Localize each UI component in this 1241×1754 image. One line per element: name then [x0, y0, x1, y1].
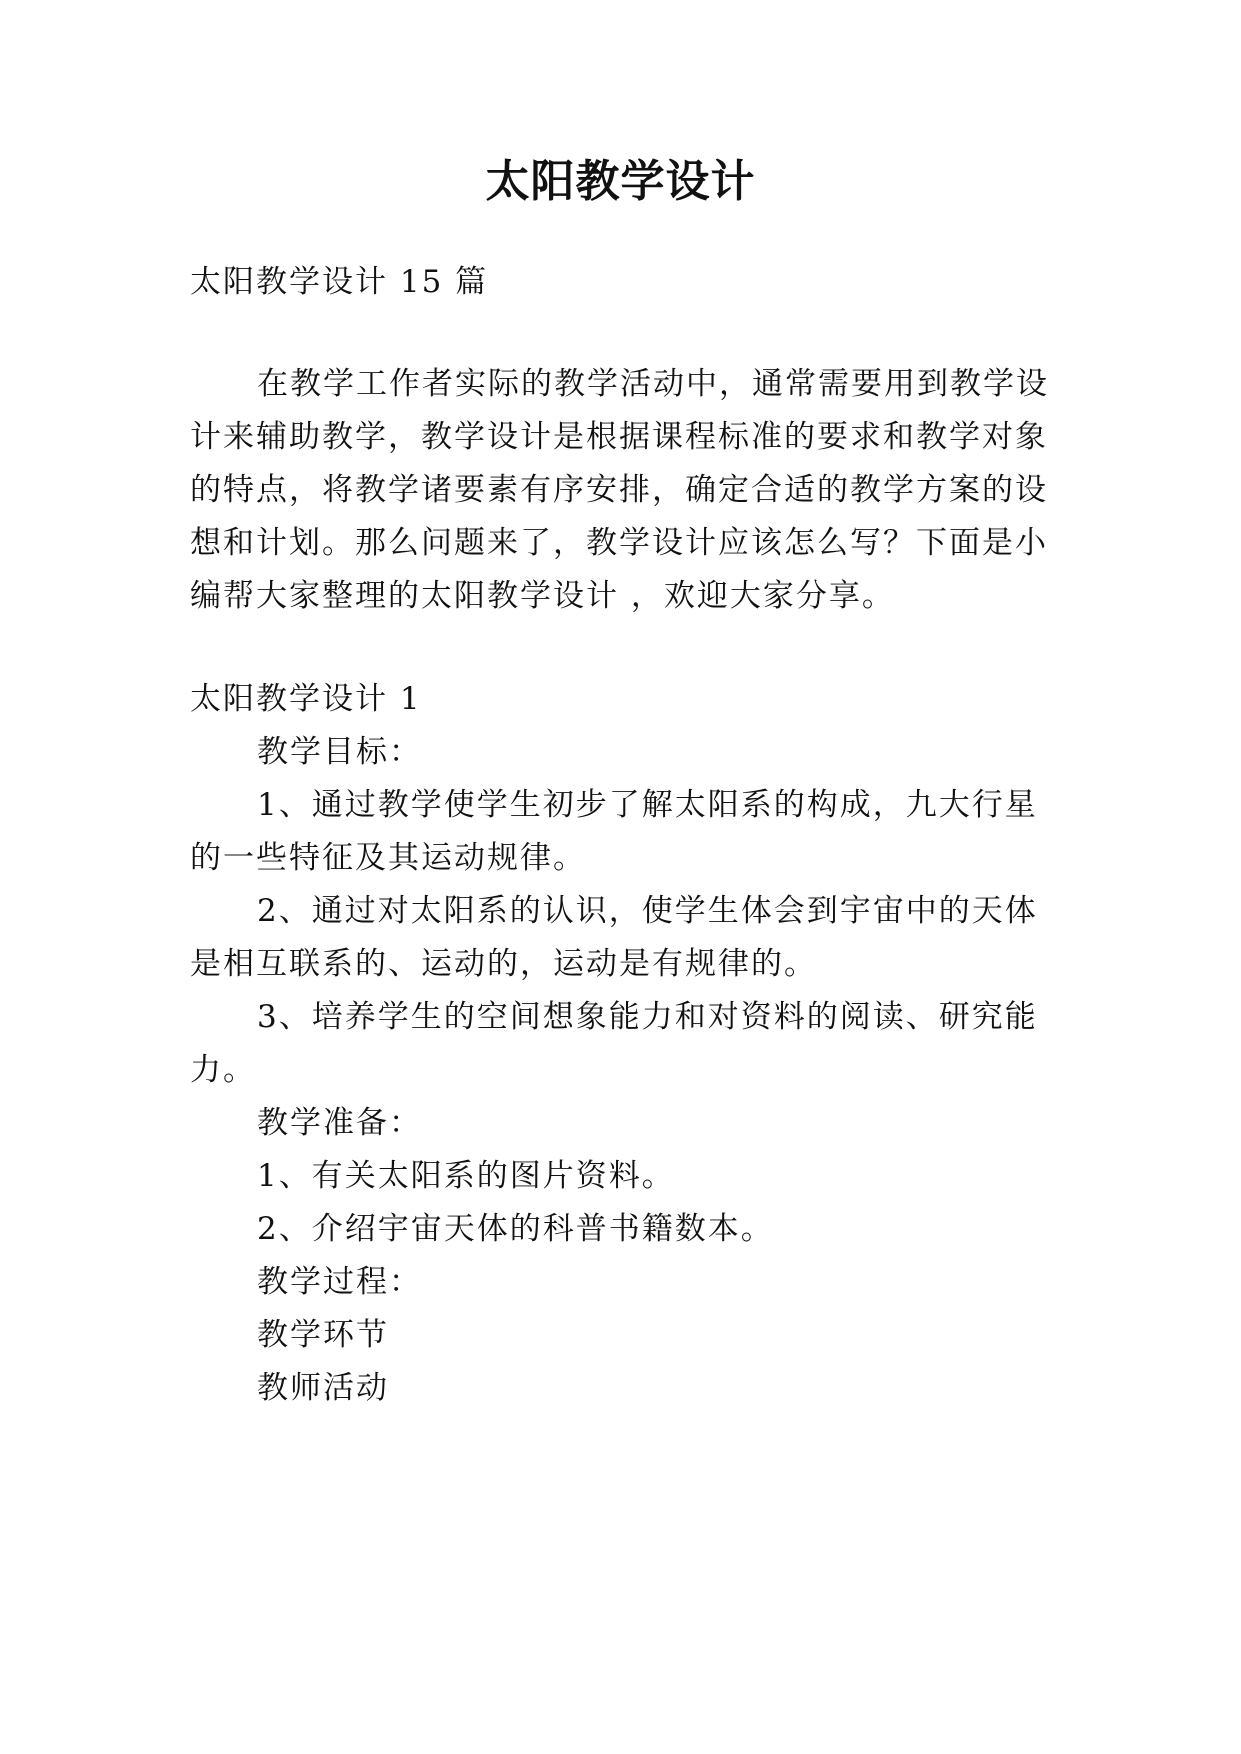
goal-3-line-2: 力。	[190, 1052, 256, 1088]
section-title: 太阳教学设计 1	[190, 681, 422, 717]
intro-line-2: 计来辅助教学，教学设计是根据课程标准的要求和教学对象	[190, 419, 1048, 455]
goal-1-line-2: 的一些特征及其运动规律。	[190, 840, 586, 876]
goal-2-line-2: 是相互联系的、运动的，运动是有规律的。	[190, 946, 817, 982]
prep-item-2: 2、介绍宇宙天体的科普书籍数本。	[257, 1211, 774, 1247]
stage-label: 教学环节	[257, 1317, 389, 1353]
goal-1-line-1: 1、通过教学使学生初步了解太阳系的构成，九大行星	[257, 787, 1038, 823]
goals-heading: 教学目标：	[257, 734, 422, 770]
intro-line-4: 想和计划。那么问题来了，教学设计应该怎么写？下面是小	[190, 525, 1048, 561]
prep-item-1: 1、有关太阳系的图片资料。	[257, 1158, 675, 1194]
intro-line-3: 的特点，将教学诸要素有序安排，确定合适的教学方案的设	[190, 472, 1048, 508]
intro-line-5: 编帮大家整理的太阳教学设计 ，欢迎大家分享。	[190, 578, 895, 614]
prep-heading: 教学准备：	[257, 1105, 422, 1141]
goal-3-line-1: 3、培养学生的空间想象能力和对资料的阅读、研究能	[257, 999, 1038, 1035]
teacher-activity-label: 教师活动	[257, 1370, 389, 1406]
document-title: 太阳教学设计	[485, 156, 756, 207]
document-subtitle: 太阳教学设计 15 篇	[190, 264, 489, 300]
goal-2-line-1: 2、通过对太阳系的认识，使学生体会到宇宙中的天体	[257, 893, 1038, 929]
process-heading: 教学过程：	[257, 1264, 422, 1300]
intro-line-1: 在教学工作者实际的教学活动中，通常需要用到教学设	[257, 366, 1049, 402]
